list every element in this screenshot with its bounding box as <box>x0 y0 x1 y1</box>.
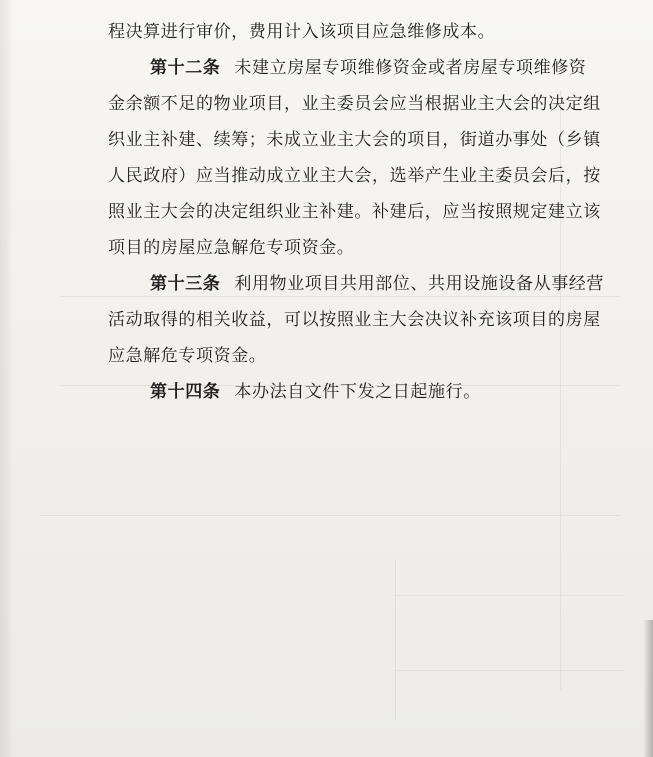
text-line: 本办法自文件下发之日起施行。 <box>234 382 481 402</box>
article-14-heading: 第十四条 <box>150 382 221 402</box>
article-first-line <box>108 374 608 410</box>
text-line: 程决算进行审价，费用计入该项目应急维修成本。 <box>108 22 496 42</box>
article-first-line <box>108 266 608 302</box>
text-line: 未建立房屋专项维修资金或者房屋专项维修资 <box>234 58 587 78</box>
text-line: 应急解危专项资金。 <box>108 346 267 366</box>
page-shadow-right <box>643 620 653 757</box>
page-shadow-left <box>0 0 14 757</box>
bleed-through-line <box>395 560 396 720</box>
article-12-heading: 第十二条 <box>150 58 221 78</box>
text-line: 活动取得的相关收益，可以按照业主大会决议补充该项目的房屋 <box>108 310 601 330</box>
text-line: 项目的房屋应急解危专项资金。 <box>108 238 355 258</box>
bleed-through-line <box>395 670 625 671</box>
text-line: 金余额不足的物业项目，业主委员会应当根据业主大会的决定组 <box>108 94 601 114</box>
text-line: 照业主大会的决定组织业主补建。补建后，应当按照规定建立该 <box>108 202 601 222</box>
document-body <box>108 14 608 410</box>
text-line: 利用物业项目共用部位、共用设施设备从事经营 <box>234 274 605 294</box>
article-first-line <box>108 50 608 86</box>
text-line: 人民政府）应当推动成立业主大会，选举产生业主委员会后，按 <box>108 166 601 186</box>
bleed-through-line <box>40 515 620 516</box>
bleed-through-line <box>395 595 625 596</box>
article-13-heading: 第十三条 <box>150 274 221 294</box>
text-line: 织业主补建、续筹；未成立业主大会的项目，街道办事处（乡镇 <box>108 130 601 150</box>
